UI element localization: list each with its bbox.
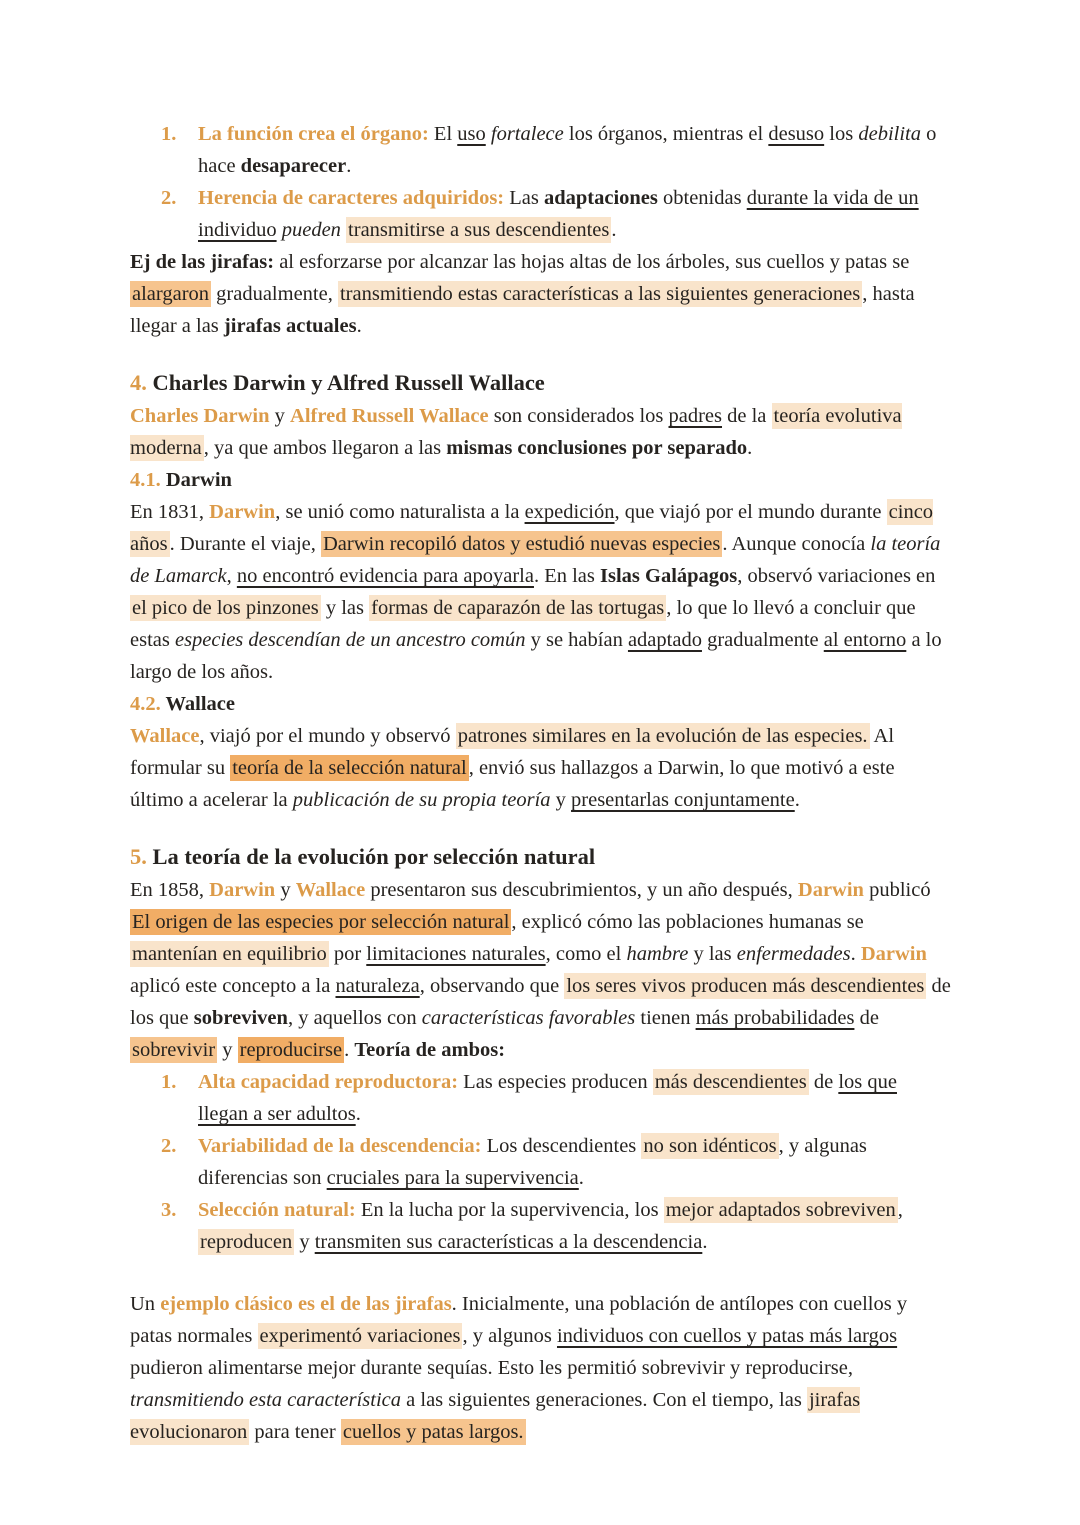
section-5-heading: 5. La teoría de la evolución por selección natural (130, 844, 596, 869)
natural-selection-paragraph: En 1858, Darwin y Wallace presentaron sus descubrimientos, y un año después, Darwin publicó El origen de las especies por selección natural, explicó cómo las poblaciones humanas se mantenían en equilibrio por limitaciones naturales, como el hambre y las enfermedades. Darwin aplicó este concepto a la naturaleza, observando que los seres vivos producen más descendientes de los que sobreviven, y aquellos con características favorables tienen más probabilidades de sobrevivir y reproducirse. Teoría de ambos: (130, 879, 951, 1061)
list-item-number: 2. (161, 187, 177, 209)
list-item-text: Selección natural: En la lucha por la supervivencia, los mejor adaptados sobreviven, reproducen y transmiten sus características a la descendencia. (198, 1199, 903, 1253)
list-item (130, 118, 952, 182)
list-item (130, 1066, 952, 1130)
list-item-text: Herencia de caracteres adquiridos: Las adaptaciones obtenidas durante la vida de un individuo pueden transmitirse a sus descendientes. (198, 187, 919, 241)
section-4-heading: 4. Charles Darwin y Alfred Russell Wallace (130, 370, 545, 395)
shared-theory-list (130, 1066, 952, 1258)
wallace-paragraph: Wallace, viajó por el mundo y observó patrones similares en la evolución de las especies. Al formular su teoría de la selección natural, envió sus hallazgos a Darwin, lo que motivó a este último a acelerar la publicación de su propia teoría y presentarlas conjuntamente. (130, 725, 895, 811)
darwin-paragraph: En 1831, Darwin, se unió como naturalista a la expedición, que viajó por el mundo durante cinco años. Durante el viaje, Darwin recopiló datos y estudió nuevas especies. Aunque conocía la teoría de Lamarck, no encontró evidencia para apoyarla. En las Islas Galápagos, observó variaciones en el pico de los pinzones y las formas de caparazón de las tortugas, lo que lo llevó a concluir que estas especies descendían de un ancestro común y se habían adaptado gradualmente al entorno a lo largo de los años. (130, 501, 942, 683)
list-item-text: Alta capacidad reproductora: Las especies producen más descendientes de los que llegan a ser adultos. (198, 1071, 897, 1125)
list-item-number: 1. (161, 1071, 177, 1093)
lamarck-principles-list (130, 118, 952, 246)
list-item (130, 182, 952, 246)
list-item-text: La función crea el órgano: El uso fortalece los órganos, mientras el desuso los debilita o hace desaparecer. (198, 123, 937, 177)
list-item-number: 2. (161, 1135, 177, 1157)
section-4-2-heading: 4.2. Wallace (130, 693, 235, 715)
list-item-number: 1. (161, 123, 177, 145)
list-item-text: Variabilidad de la descendencia: Los descendientes no son idénticos, y algunas diferencias son cruciales para la supervivencia. (198, 1135, 867, 1189)
section-4-1-heading: 4.1. Darwin (130, 469, 232, 491)
giraffe-lamarck-example-paragraph: Ej de las jirafas: al esforzarse por alcanzar las hojas altas de los árboles, sus cuellos y patas se alargaron gradualmente, transmitiendo estas características a las siguientes generaciones, hasta llegar a las jirafas actuales. (130, 251, 915, 337)
list-item-number: 3. (161, 1199, 177, 1221)
giraffe-classic-example-paragraph: Un ejemplo clásico es el de las jirafas. Inicialmente, una población de antílopes con cuellos y patas normales experimentó variaciones, y algunos individuos con cuellos y patas más largos pudieron alimentarse mejor durante sequías. Esto les permitió sobrevivir y reproducirse, transmitiendo esta característica a las siguientes generaciones. Con el tiempo, las jirafas evolucionaron para tener cuellos y patas largos. (130, 1293, 908, 1443)
list-item (130, 1194, 952, 1258)
section-4-intro-paragraph: Charles Darwin y Alfred Russell Wallace son considerados los padres de la teoría evolutiva moderna, ya que ambos llegaron a las mismas conclusiones por separado. (130, 405, 902, 459)
list-item (130, 1130, 952, 1194)
